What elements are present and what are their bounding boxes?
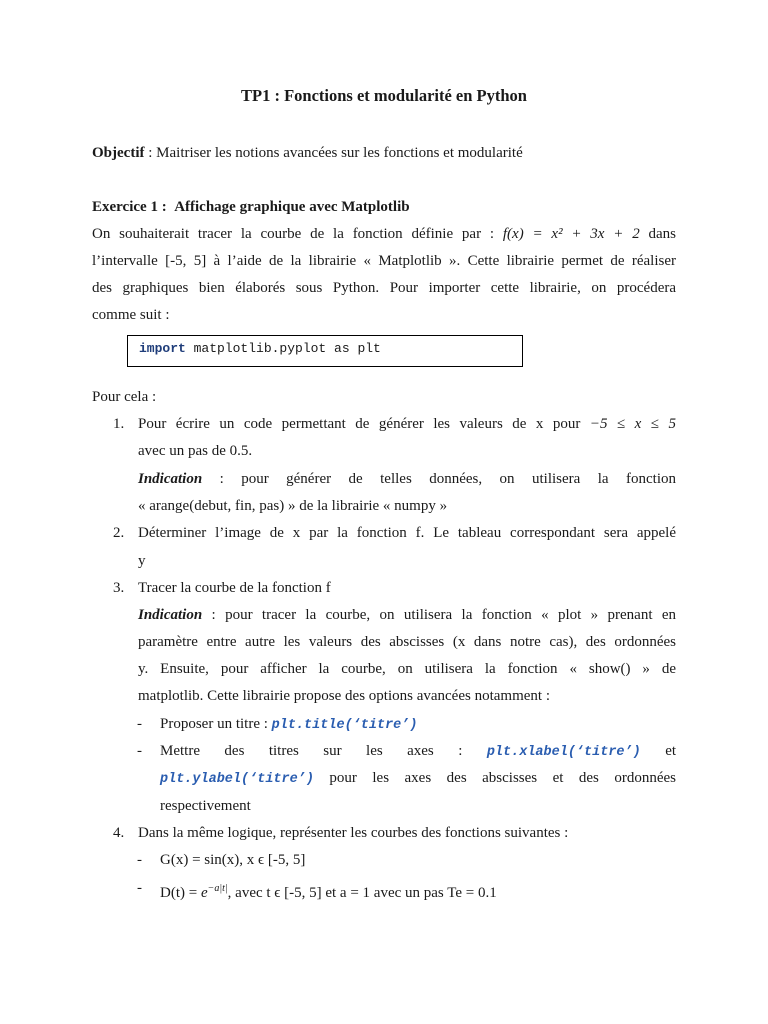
- option-xlabel-code: plt.xlabel(‘titre’): [486, 745, 641, 760]
- item3-indication-2: paramètre entre autre les valeurs des abscisses (x dans notre cas), des ordonnées: [138, 634, 676, 650]
- dash-3: -: [137, 852, 142, 868]
- indication-label: Indication: [138, 471, 203, 487]
- item4-line-1: Dans la même logique, représenter les courbes des fonctions suivantes :: [138, 825, 569, 841]
- page-title: TP1 : Fonctions et modularité en Python: [241, 86, 527, 105]
- item3-indication-text: : pour tracer la courbe, on utilisera la fonction « plot » prenant en: [202, 607, 676, 623]
- function-d-exponent: −a|t|: [207, 883, 228, 894]
- option-axes-line-3: respectivement: [160, 798, 251, 814]
- item3-indication-3: y. Ensuite, pour afficher la courbe, on utilisera la fonction « show() » de: [138, 661, 676, 677]
- item4-number: 4.: [113, 825, 125, 841]
- option-axes-line-2: [160, 765, 676, 793]
- option-axes-text: Mettre des titres sur les axes :: [160, 743, 463, 759]
- code-rest: matplotlib.pyplot as plt: [185, 341, 381, 356]
- function-formula: f(x) = x² + 3x + 2: [502, 226, 640, 242]
- option-axes-line-1: [160, 738, 676, 766]
- objectif-line: [92, 140, 523, 167]
- option-ylabel-code: plt.ylabel(‘titre’): [160, 772, 314, 787]
- item1-indication-text: : pour générer de telles données, on utilisera la fonction: [202, 471, 676, 487]
- intro-line-1: [92, 221, 676, 248]
- code-keyword: import: [139, 341, 186, 356]
- option-title: [160, 711, 417, 739]
- intro-line-3: des graphiques bien élaborés sous Python. Pour importer cette librairie, on procédera: [92, 280, 676, 296]
- item1-number: 1.: [113, 416, 125, 432]
- function-d: [160, 875, 497, 907]
- intro-text-a: On souhaiterait tracer la courbe de la fonction définie par :: [92, 226, 495, 242]
- item3-line-1: Tracer la courbe de la fonction f: [138, 580, 331, 596]
- function-d-pre: D(t) =: [160, 885, 201, 901]
- item1-line-2: avec un pas de 0.5.: [138, 443, 253, 459]
- item3-number: 3.: [113, 580, 125, 596]
- option-axes-rest: pour les axes des abscisses et des ordonnées: [329, 770, 677, 786]
- item1-text: Pour écrire un code permettant de générer les valeurs de x pour: [138, 416, 581, 432]
- pour-cela: Pour cela :: [92, 389, 157, 405]
- indication-label: Indication: [138, 607, 203, 623]
- intro-line-2: l’intervalle [-5, 5] à l’aide de la librairie « Matplotlib ». Cette librairie permet de réaliser: [92, 253, 676, 269]
- item1-line-1: [138, 411, 676, 438]
- item1-indication-1: [138, 466, 676, 493]
- function-g: G(x) = sin(x), x ϵ [-5, 5]: [160, 852, 306, 868]
- dash-2: -: [137, 743, 142, 759]
- intro-line-4: comme suit :: [92, 307, 170, 323]
- function-d-base: e: [200, 885, 208, 901]
- option-et: et: [665, 743, 677, 759]
- exercice-heading: [92, 194, 410, 221]
- option-title-text: Proposer un titre :: [160, 716, 272, 732]
- intro-text-b: dans: [648, 226, 677, 242]
- item3-indication-1: [138, 602, 676, 629]
- item2-number: 2.: [113, 525, 125, 541]
- item1-range: −5 ≤ x ≤ 5: [589, 416, 676, 432]
- function-d-post: , avec t ϵ [-5, 5] et a = 1 avec un pas Te = 0.1: [227, 885, 497, 901]
- objectif-label: Objectif: [92, 145, 145, 161]
- exercice-title: Affichage graphique avec Matplotlib: [174, 199, 410, 215]
- dash-4: -: [137, 880, 142, 896]
- exercice-label: Exercice 1 :: [92, 199, 167, 215]
- item2-line-2: y: [138, 553, 146, 569]
- objectif-text: : Maitriser les notions avancées sur les fonctions et modularité: [144, 145, 523, 161]
- option-title-code: plt.title(‘titre’): [271, 718, 418, 733]
- item1-indication-2: « arange(debut, fin, pas) » de la librairie « numpy »: [138, 498, 448, 514]
- code-box: [127, 335, 523, 367]
- item2-line-1: Déterminer l’image de x par la fonction f. Le tableau correspondant sera appelé: [138, 525, 676, 541]
- item3-indication-4: matplotlib. Cette librairie propose des options avancées notamment :: [138, 688, 550, 704]
- dash-1: -: [137, 716, 142, 732]
